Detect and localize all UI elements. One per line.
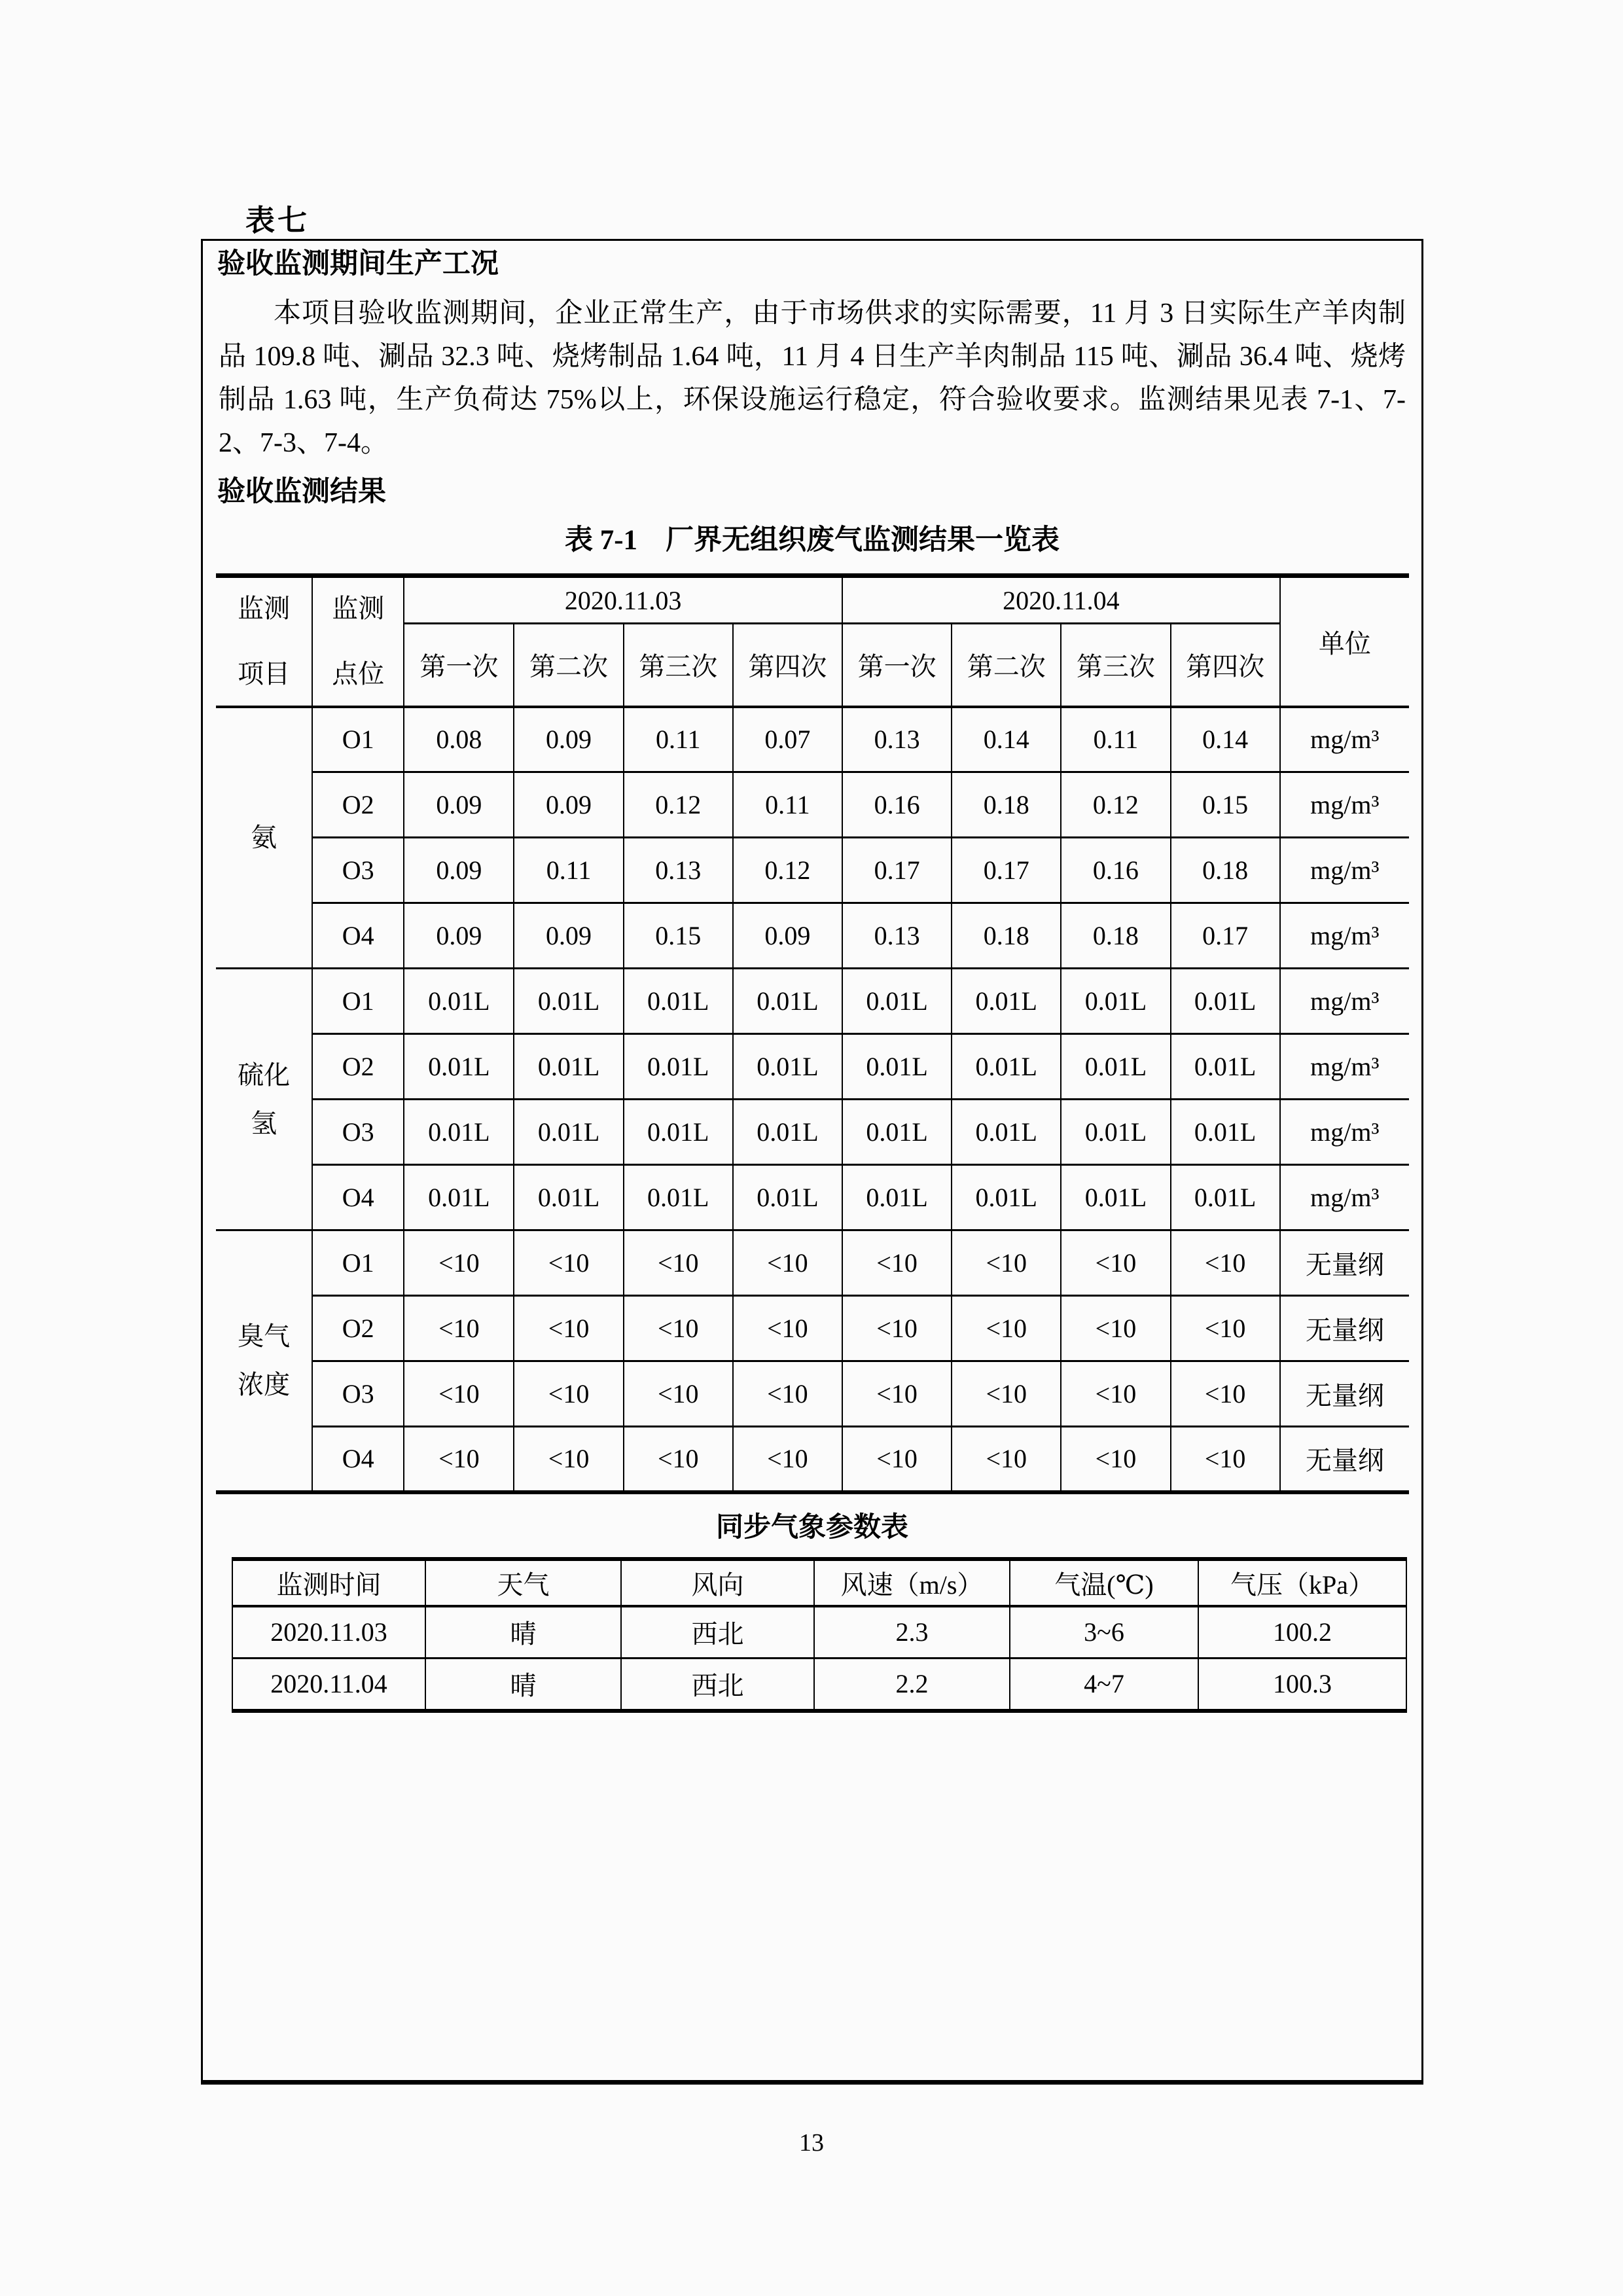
gas-run-header: 第四次 (733, 624, 842, 707)
gas-value-cell: 0.01L (404, 1034, 514, 1100)
gas-value-cell: <10 (733, 1361, 842, 1427)
results-heading: 验收监测结果 (217, 476, 386, 507)
gas-value-cell: 0.01L (842, 1100, 952, 1165)
gas-point-cell: O3 (312, 838, 404, 903)
weather-pressure-cell: 100.3 (1198, 1659, 1406, 1711)
gas-value-cell: 0.13 (842, 903, 952, 969)
gas-point-cell: O2 (312, 772, 404, 838)
weather-header-wind-speed: 风速（m/s） (814, 1559, 1010, 1606)
gas-value-cell: <10 (514, 1427, 623, 1492)
gas-unit-cell: 无量纲 (1280, 1427, 1409, 1492)
gas-run-header: 第一次 (842, 624, 952, 707)
gas-value-cell: 0.09 (404, 772, 514, 838)
table-row (216, 1100, 1409, 1165)
gas-run-header: 第一次 (404, 624, 514, 707)
weather-header-sky: 天气 (425, 1559, 621, 1606)
gas-value-cell: 0.01L (1061, 1165, 1170, 1230)
weather-table-title: 同步气象参数表 (715, 1512, 908, 1543)
gas-value-cell: 0.01L (733, 1165, 842, 1230)
gas-value-cell: 0.08 (404, 707, 514, 772)
weather-header-wind-direction: 风向 (621, 1559, 814, 1606)
gas-value-cell: 0.17 (1171, 903, 1280, 969)
gas-value-cell: <10 (952, 1230, 1061, 1296)
weather-wind-speed-cell: 2.2 (814, 1659, 1010, 1711)
gas-value-cell: 0.09 (514, 707, 623, 772)
gas-unit-cell: 无量纲 (1280, 1361, 1409, 1427)
gas-value-cell: 0.15 (1171, 772, 1280, 838)
gas-value-cell: <10 (1171, 1230, 1280, 1296)
gas-value-cell: 0.01L (842, 969, 952, 1034)
gas-value-cell: 0.12 (624, 772, 733, 838)
weather-wind-speed-cell: 2.3 (814, 1606, 1010, 1659)
doc-table-label: 表七 (245, 204, 310, 237)
gas-value-cell: 0.01L (514, 1034, 623, 1100)
gas-value-cell: 0.01L (514, 1100, 623, 1165)
gas-col-header-point-line1: 监测 (332, 594, 385, 624)
table-row (216, 1165, 1409, 1230)
table-row (216, 903, 1409, 969)
gas-value-cell: <10 (624, 1361, 733, 1427)
gas-value-cell: 0.01L (842, 1034, 952, 1100)
gas-col-header-point (312, 576, 404, 707)
gas-value-cell: 0.01L (404, 1165, 514, 1230)
gas-value-cell: 0.07 (733, 707, 842, 772)
gas-value-cell: 0.01L (952, 969, 1061, 1034)
gas-value-cell: 0.01L (514, 969, 623, 1034)
weather-sky-cell: 晴 (425, 1659, 621, 1711)
gas-point-cell: O1 (312, 707, 404, 772)
gas-point-cell: O1 (312, 969, 404, 1034)
gas-point-cell: O4 (312, 903, 404, 969)
gas-value-cell: 0.01L (842, 1165, 952, 1230)
gas-value-cell: 0.01L (404, 1100, 514, 1165)
gas-value-cell: 0.18 (1171, 838, 1280, 903)
weather-header-temperature: 气温(℃) (1010, 1559, 1198, 1606)
gas-value-cell: 0.01L (733, 969, 842, 1034)
gas-value-cell: 0.01L (1061, 1034, 1170, 1100)
gas-pollutant-odor: 臭气 浓度 (216, 1230, 312, 1492)
gas-value-cell: 0.09 (514, 903, 623, 969)
gas-value-cell: 0.01L (1061, 1100, 1170, 1165)
gas-run-header: 第三次 (624, 624, 733, 707)
gas-unit-cell: mg/m³ (1280, 772, 1409, 838)
gas-value-cell: <10 (514, 1296, 623, 1361)
weather-temperature-cell: 4~7 (1010, 1659, 1198, 1711)
table-row (216, 707, 1409, 772)
gas-value-cell: 0.01L (624, 969, 733, 1034)
gas-value-cell: <10 (733, 1230, 842, 1296)
gas-value-cell: <10 (624, 1427, 733, 1492)
gas-unit-cell: mg/m³ (1280, 1165, 1409, 1230)
gas-value-cell: 0.09 (514, 772, 623, 838)
weather-temperature-cell: 3~6 (1010, 1606, 1198, 1659)
gas-value-cell: 0.13 (624, 838, 733, 903)
gas-value-cell: 0.18 (952, 772, 1061, 838)
gas-value-cell: <10 (404, 1296, 514, 1361)
weather-pressure-cell: 100.2 (1198, 1606, 1406, 1659)
gas-value-cell: 0.17 (952, 838, 1061, 903)
gas-value-cell: <10 (842, 1296, 952, 1361)
gas-unit-cell: 无量纲 (1280, 1296, 1409, 1361)
gas-value-cell: <10 (952, 1427, 1061, 1492)
gas-unit-cell: mg/m³ (1280, 1100, 1409, 1165)
gas-monitoring-table (216, 573, 1409, 1494)
gas-value-cell: <10 (1061, 1361, 1170, 1427)
gas-value-cell: 0.01L (733, 1100, 842, 1165)
production-heading: 验收监测期间生产工况 (217, 249, 499, 279)
gas-value-cell: <10 (1171, 1427, 1280, 1492)
gas-pollutant-ammonia: 氨 (216, 707, 312, 969)
gas-col-header-item-line2: 项目 (238, 659, 291, 689)
gas-point-cell: O4 (312, 1427, 404, 1492)
gas-point-cell: O4 (312, 1165, 404, 1230)
gas-value-cell: 0.13 (842, 707, 952, 772)
gas-unit-cell: mg/m³ (1280, 903, 1409, 969)
gas-point-cell: O2 (312, 1034, 404, 1100)
gas-value-cell: <10 (514, 1361, 623, 1427)
gas-value-cell: <10 (842, 1361, 952, 1427)
gas-value-cell: 0.18 (952, 903, 1061, 969)
gas-value-cell: <10 (404, 1361, 514, 1427)
gas-value-cell: 0.01L (514, 1165, 623, 1230)
table-row (216, 1361, 1409, 1427)
gas-value-cell: <10 (842, 1427, 952, 1492)
gas-unit-cell: mg/m³ (1280, 969, 1409, 1034)
gas-col-header-point-line2: 点位 (332, 659, 385, 689)
gas-unit-cell: mg/m³ (1280, 1034, 1409, 1100)
gas-value-cell: <10 (1061, 1296, 1170, 1361)
weather-header-row (232, 1559, 1406, 1606)
gas-col-header-item (216, 576, 312, 707)
gas-value-cell: <10 (733, 1296, 842, 1361)
weather-sky-cell: 晴 (425, 1606, 621, 1659)
gas-value-cell: 0.16 (842, 772, 952, 838)
gas-point-cell: O3 (312, 1361, 404, 1427)
weather-wind-direction-cell: 西北 (621, 1606, 814, 1659)
gas-value-cell: <10 (952, 1296, 1061, 1361)
gas-value-cell: 0.01L (952, 1034, 1061, 1100)
gas-value-cell: 0.01L (624, 1165, 733, 1230)
gas-value-cell: 0.09 (404, 903, 514, 969)
gas-run-header: 第二次 (952, 624, 1061, 707)
page-number: 13 (799, 2129, 824, 2157)
gas-value-cell: 0.15 (624, 903, 733, 969)
gas-col-header-item-line1: 监测 (238, 594, 291, 624)
gas-point-cell: O2 (312, 1296, 404, 1361)
gas-value-cell: 0.11 (514, 838, 623, 903)
table-row (216, 1230, 1409, 1296)
gas-value-cell: 0.01L (404, 969, 514, 1034)
gas-date-header-2: 2020.11.04 (842, 576, 1280, 624)
gas-value-cell: 0.11 (733, 772, 842, 838)
content-box (201, 239, 1423, 2085)
weather-header-pressure: 气压（kPa） (1198, 1559, 1406, 1606)
gas-value-cell: <10 (404, 1230, 514, 1296)
gas-value-cell: 0.12 (733, 838, 842, 903)
gas-value-cell: 0.14 (1171, 707, 1280, 772)
gas-value-cell: <10 (624, 1230, 733, 1296)
gas-unit-cell: mg/m³ (1280, 838, 1409, 903)
gas-run-header: 第二次 (514, 624, 623, 707)
weather-table (232, 1557, 1407, 1713)
gas-value-cell: <10 (624, 1296, 733, 1361)
gas-value-cell: 0.11 (1061, 707, 1170, 772)
gas-value-cell: 0.01L (624, 1034, 733, 1100)
gas-point-cell: O1 (312, 1230, 404, 1296)
gas-value-cell: 0.01L (1171, 1100, 1280, 1165)
gas-value-cell: 0.01L (1171, 969, 1280, 1034)
gas-value-cell: 0.09 (733, 903, 842, 969)
gas-date-header-1: 2020.11.03 (404, 576, 842, 624)
gas-run-header: 第三次 (1061, 624, 1170, 707)
table-row (216, 838, 1409, 903)
gas-value-cell: 0.11 (624, 707, 733, 772)
table-row (232, 1659, 1406, 1711)
gas-value-cell: 0.17 (842, 838, 952, 903)
gas-value-cell: <10 (733, 1427, 842, 1492)
gas-unit-header: 单位 (1280, 576, 1409, 707)
weather-date-cell: 2020.11.03 (232, 1606, 425, 1659)
weather-date-cell: 2020.11.04 (232, 1659, 425, 1711)
gas-unit-cell: 无量纲 (1280, 1230, 1409, 1296)
gas-value-cell: 0.18 (1061, 903, 1170, 969)
gas-value-cell: 0.12 (1061, 772, 1170, 838)
table-row (216, 1296, 1409, 1361)
gas-value-cell: 0.01L (952, 1165, 1061, 1230)
gas-value-cell: 0.01L (733, 1034, 842, 1100)
gas-value-cell: 0.14 (952, 707, 1061, 772)
table-row (216, 1034, 1409, 1100)
gas-value-cell: <10 (1171, 1361, 1280, 1427)
gas-unit-cell: mg/m³ (1280, 707, 1409, 772)
gas-value-cell: 0.01L (952, 1100, 1061, 1165)
gas-value-cell: <10 (404, 1427, 514, 1492)
table-row (216, 1427, 1409, 1492)
table-row (232, 1606, 1406, 1659)
gas-value-cell: 0.16 (1061, 838, 1170, 903)
table-row (216, 969, 1409, 1034)
gas-run-header: 第四次 (1171, 624, 1280, 707)
gas-value-cell: 0.01L (1171, 1034, 1280, 1100)
gas-value-cell: <10 (1061, 1230, 1170, 1296)
gas-value-cell: <10 (952, 1361, 1061, 1427)
gas-value-cell: <10 (842, 1230, 952, 1296)
gas-value-cell: <10 (1061, 1427, 1170, 1492)
gas-value-cell: <10 (514, 1230, 623, 1296)
gas-value-cell: 0.01L (624, 1100, 733, 1165)
gas-point-cell: O3 (312, 1100, 404, 1165)
production-paragraph: 本项目验收监测期间，企业正常生产，由于市场供求的实际需要，11 月 3 日实际生产羊肉制品 109.8 吨、涮品 32.3 吨、烧烤制品 1.64 吨，11 月 4 日生产羊肉制品 115 吨、涮品 36.4 吨、烧烤制品 1.63 吨，生产负荷达 75%以上，环保设施运行稳定，符合验收要求。监测结果见表 7-1、7-2、7-3、7-4。 (219, 298, 1406, 458)
gas-table-title: 表 7-1 厂界无组织废气监测结果一览表 (564, 525, 1060, 556)
table-row (216, 772, 1409, 838)
gas-value-cell: 0.01L (1171, 1165, 1280, 1230)
weather-header-time: 监测时间 (232, 1559, 425, 1606)
gas-value-cell: 0.01L (1061, 969, 1170, 1034)
gas-pollutant-hydrogen-sulfide: 硫化 氢 (216, 969, 312, 1230)
gas-value-cell: <10 (1171, 1296, 1280, 1361)
weather-wind-direction-cell: 西北 (621, 1659, 814, 1711)
gas-value-cell: 0.09 (404, 838, 514, 903)
